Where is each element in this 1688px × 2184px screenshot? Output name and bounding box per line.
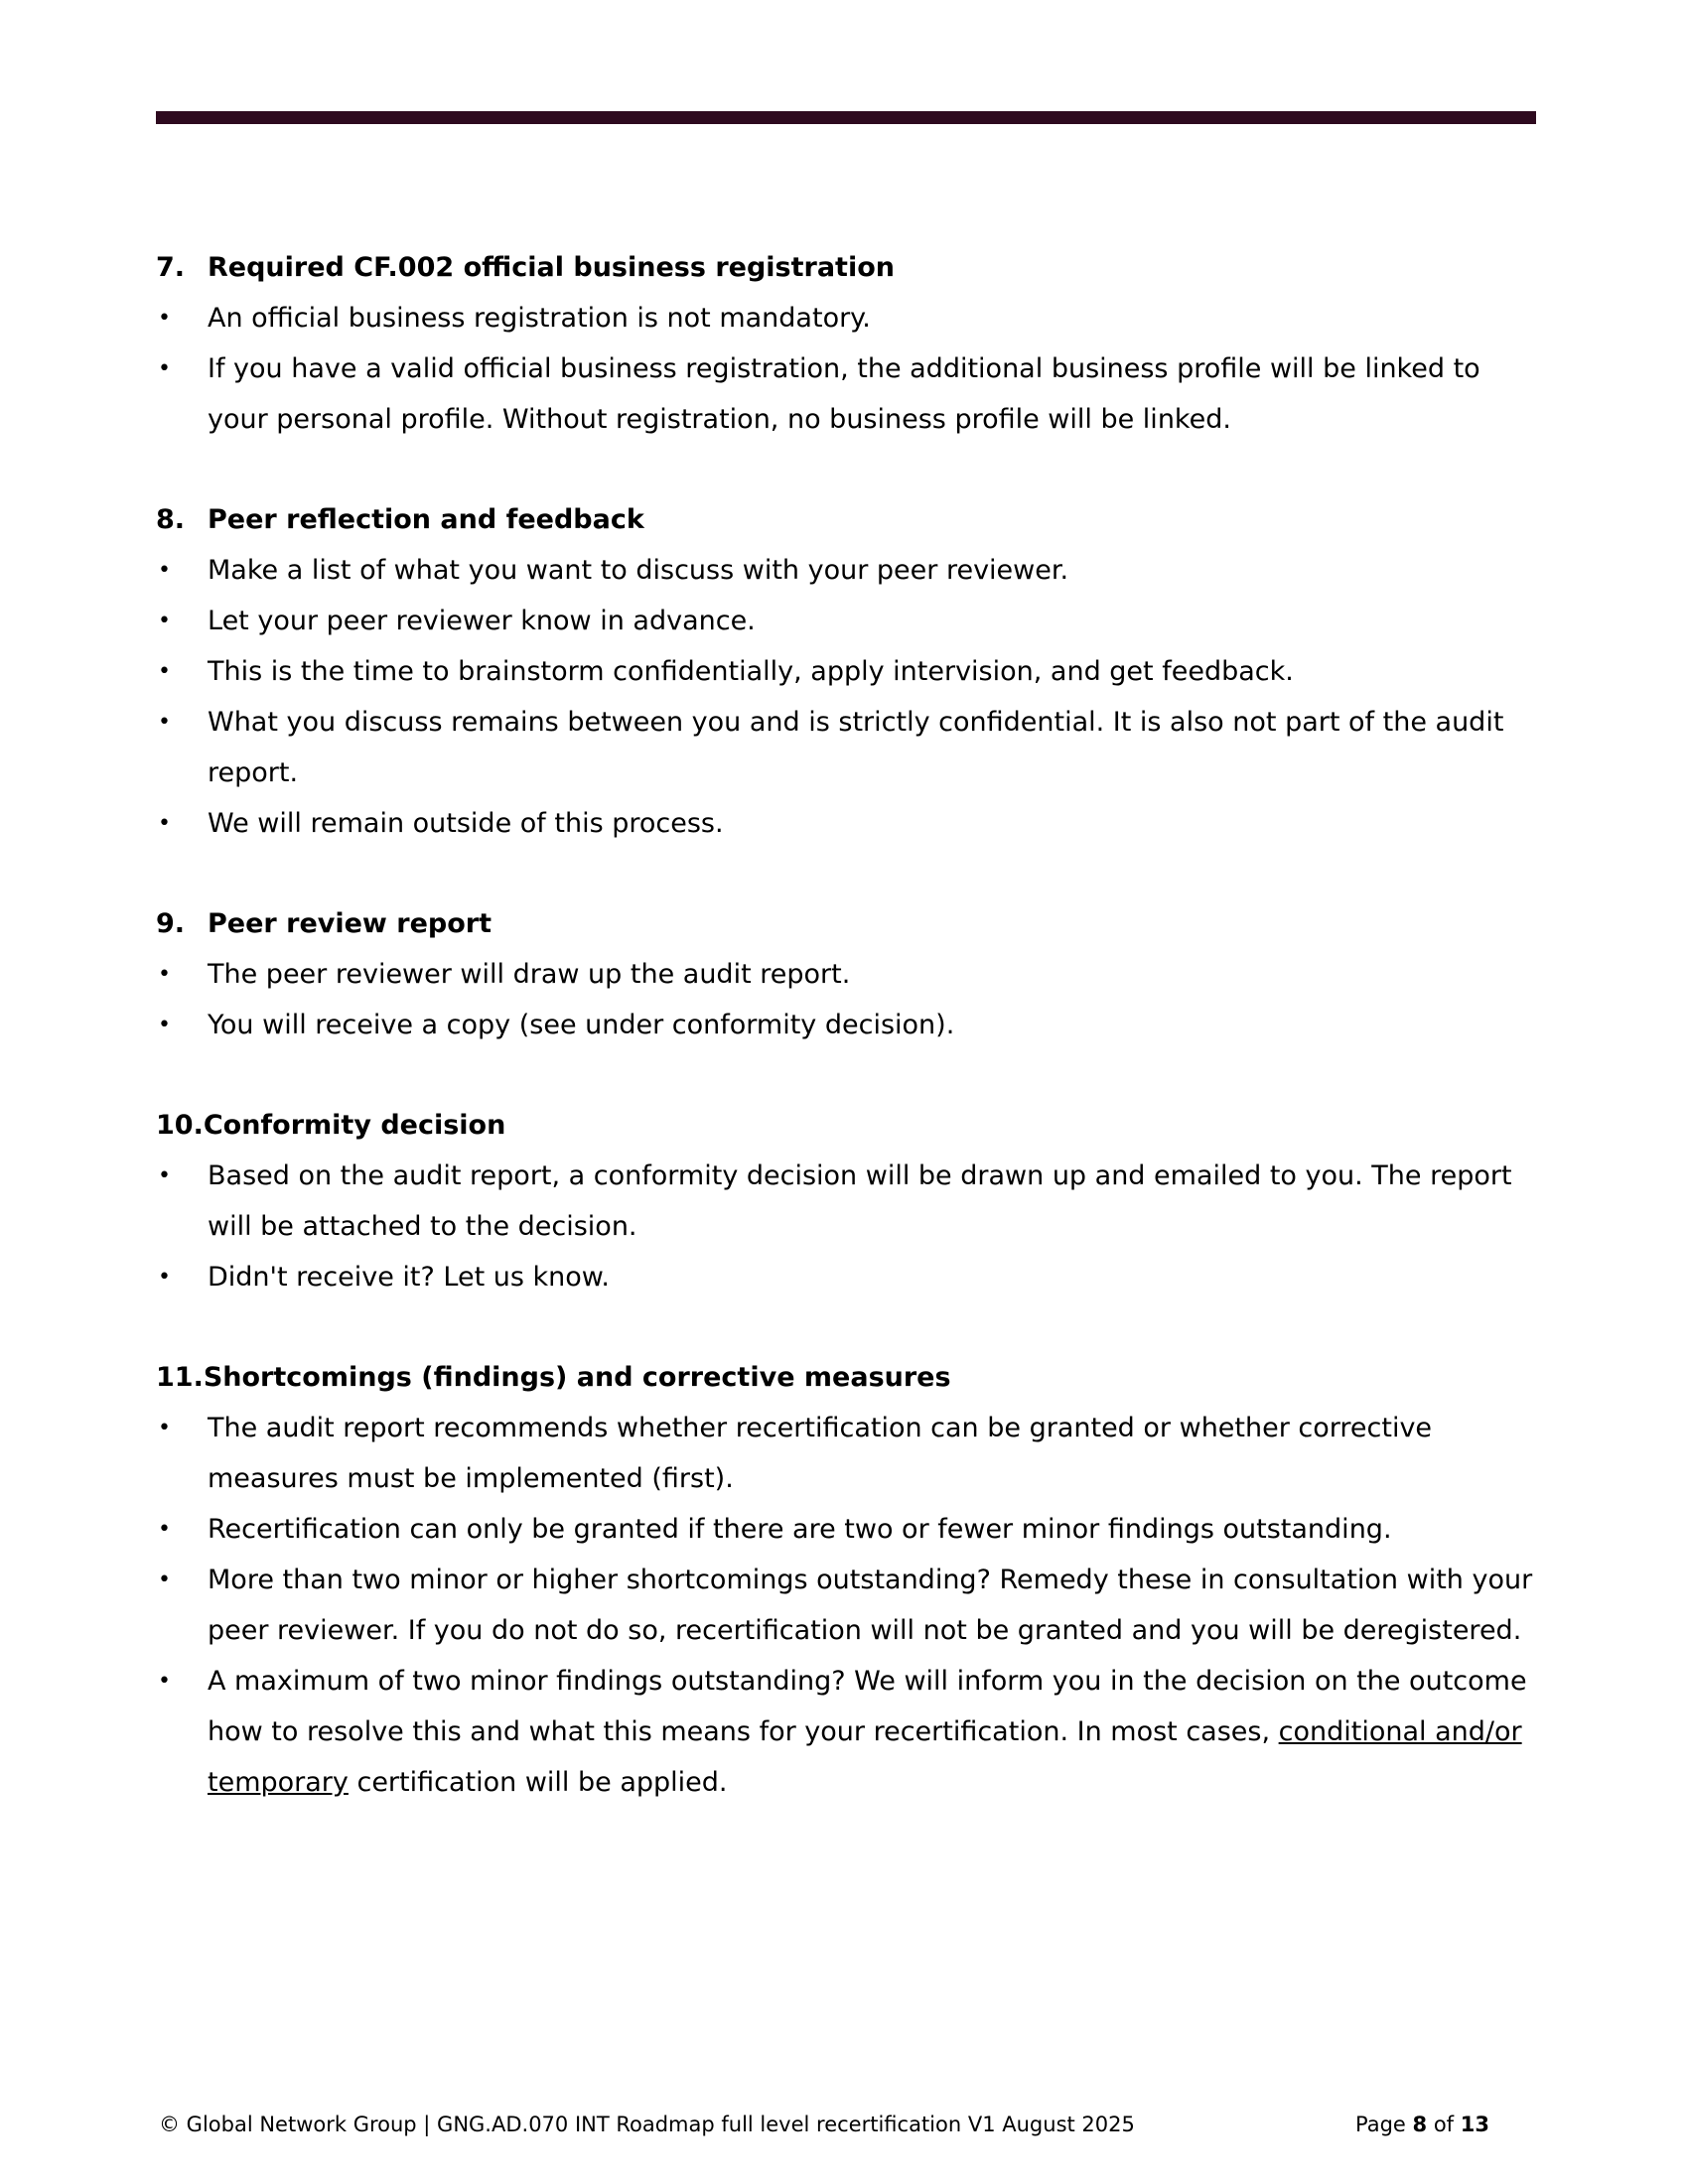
list-item: • A maximum of two minor findings outstanding? We will inform you in the decision on the outcome how to resolve this and what this means for your recertification. In most cases, conditional and/or temporary certification will be applied. xyxy=(156,1656,1536,1808)
list-item: • If you have a valid official business registration, the additional business profile will be linked to your personal profile. Without registration, no business profile will be linked. xyxy=(156,343,1536,445)
underlined-term: conditional and/or temporary xyxy=(208,1716,1522,1798)
header-rule xyxy=(156,111,1536,124)
section-number: 11. xyxy=(156,1362,204,1393)
list-item: • Recertification can only be granted if there are two or fewer minor findings outstanding. xyxy=(156,1504,1536,1555)
page-total: 13 xyxy=(1460,2113,1489,2136)
list-item: • You will receive a copy (see under conformity decision). xyxy=(156,1000,1536,1050)
bullet-icon: • xyxy=(158,1013,171,1037)
page-indicator: Page 8 of 13 xyxy=(1354,2113,1489,2136)
bullet-icon: • xyxy=(158,1517,171,1542)
list-item: • More than two minor or higher shortcomings outstanding? Remedy these in consultation with your peer reviewer. If you do not do so, recertification will not be granted and you will be deregistered. xyxy=(156,1555,1536,1656)
bullet-list xyxy=(156,293,1536,445)
section-7 xyxy=(156,242,1536,445)
list-item: • What you discuss remains between you and is strictly confidential. It is also not part of the audit report. xyxy=(156,697,1536,798)
list-item: • Let your peer reviewer know in advance. xyxy=(156,596,1536,646)
section-9 xyxy=(156,898,1536,1050)
bullet-icon: • xyxy=(158,609,171,633)
bullet-icon: • xyxy=(158,811,171,836)
section-title: Peer reflection and feedback xyxy=(208,504,644,535)
section-title: Conformity decision xyxy=(203,1110,506,1141)
section-heading xyxy=(156,1100,1536,1151)
bullet-icon: • xyxy=(158,1669,171,1694)
list-item: • Didn't receive it? Let us know. xyxy=(156,1252,1536,1302)
section-heading xyxy=(156,242,1536,293)
bullet-icon: • xyxy=(158,306,171,331)
bullet-list xyxy=(156,949,1536,1050)
bullet-icon: • xyxy=(158,1568,171,1592)
list-item: • We will remain outside of this process. xyxy=(156,798,1536,849)
bullet-icon: • xyxy=(158,962,171,987)
list-item: • Based on the audit report, a conformity decision will be drawn up and emailed to you. The report will be attached to the decision. xyxy=(156,1151,1536,1252)
section-heading xyxy=(156,1352,1536,1403)
section-number: 9. xyxy=(156,908,186,939)
section-title: Shortcomings (findings) and corrective measures xyxy=(203,1362,951,1393)
bullet-icon: • xyxy=(158,558,171,583)
bullet-icon: • xyxy=(158,710,171,735)
section-title: Peer review report xyxy=(208,908,492,939)
section-heading xyxy=(156,494,1536,545)
list-item: • An official business registration is not mandatory. xyxy=(156,293,1536,343)
bullet-list xyxy=(156,1151,1536,1302)
page-footer xyxy=(159,2111,1489,2138)
list-item: • The peer reviewer will draw up the audit report. xyxy=(156,949,1536,1000)
list-item: • This is the time to brainstorm confidentially, apply intervision, and get feedback. xyxy=(156,646,1536,697)
bullet-icon: • xyxy=(158,1416,171,1440)
section-heading xyxy=(156,898,1536,949)
document-body xyxy=(156,242,1536,1857)
bullet-list xyxy=(156,545,1536,849)
section-8 xyxy=(156,494,1536,849)
section-number: 10. xyxy=(156,1110,204,1141)
bullet-icon: • xyxy=(158,659,171,684)
section-11 xyxy=(156,1352,1536,1808)
list-item: • The audit report recommends whether recertification can be granted or whether corrective measures must be implemented (first). xyxy=(156,1403,1536,1504)
bullet-icon: • xyxy=(158,1265,171,1290)
section-number: 8. xyxy=(156,504,186,535)
section-10 xyxy=(156,1100,1536,1302)
section-number: 7. xyxy=(156,252,186,283)
bullet-icon: • xyxy=(158,1163,171,1188)
page-number: 8 xyxy=(1412,2113,1428,2136)
section-title: Required CF.002 official business registration xyxy=(208,252,895,283)
footer-text: © Global Network Group | GNG.AD.070 INT Roadmap full level recertification V1 August 2025 xyxy=(159,2113,1135,2136)
bullet-icon: • xyxy=(158,356,171,381)
list-item: • Make a list of what you want to discuss with your peer reviewer. xyxy=(156,545,1536,596)
bullet-list xyxy=(156,1403,1536,1808)
